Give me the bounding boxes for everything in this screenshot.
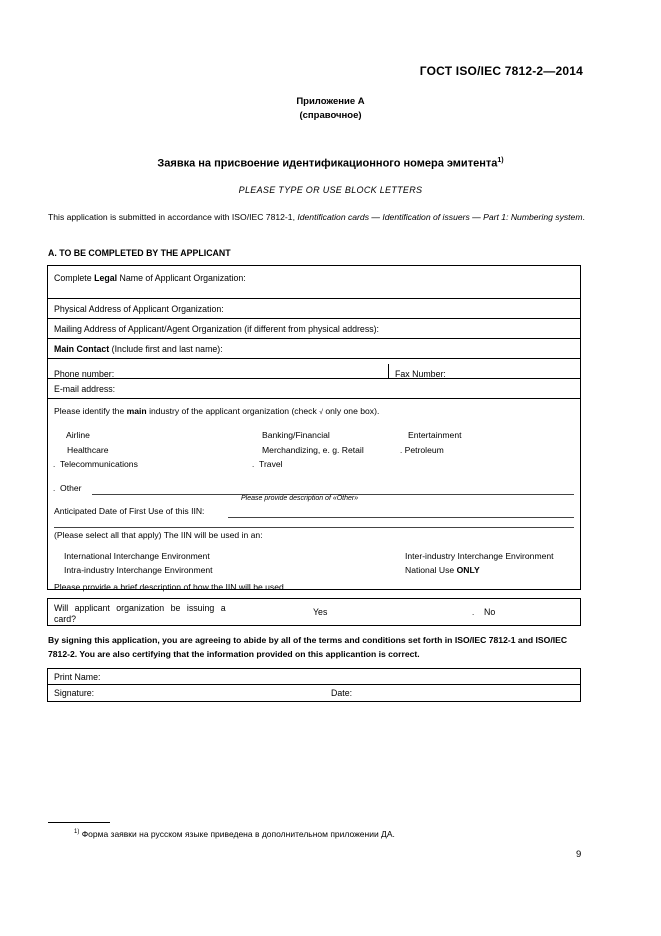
checkbox-icon: .: [472, 608, 475, 617]
fax-field[interactable]: [389, 364, 446, 378]
main-contact-label-post: (Include first and last name):: [109, 344, 223, 354]
option-entertainment[interactable]: [408, 430, 462, 440]
footnote-mark: 1): [74, 829, 80, 836]
env-national-label: National Use: [405, 565, 457, 575]
signature-block: [47, 668, 581, 702]
option-banking[interactable]: [262, 430, 330, 440]
applicant-form: [47, 265, 581, 590]
phone-label: Phone number:: [54, 369, 115, 379]
consent-statement: By signing this application, you are agreeing to abide by all of the terms and conditions set forth in ISO/IEC 7812-1 and ISO/IEC 7812-2. You are also certifying that the information provided on this applicantion is correct.: [48, 635, 568, 659]
type-instruction: PLEASE TYPE OR USE BLOCK LETTERS: [238, 185, 423, 195]
footnote-separator: [48, 822, 110, 823]
legal-name-field[interactable]: [48, 266, 580, 299]
option-merchandizing[interactable]: [262, 445, 364, 455]
print-name-field[interactable]: [48, 669, 580, 685]
option-airline-label: Airline: [66, 430, 90, 440]
env-inter-industry-label: Inter-industry Interchange Environment: [405, 551, 554, 561]
industry-section: [48, 399, 580, 592]
fax-label: Fax Number:: [395, 369, 446, 379]
title-footnote-mark: 1): [497, 157, 504, 164]
env-international[interactable]: [64, 551, 210, 561]
main-contact-label-bold: Main Contact: [54, 344, 110, 354]
issuing-question-line1: Will applicant organization be issuing a: [54, 603, 226, 613]
industry-prompt-post: industry of the applicant organization (check: [146, 406, 317, 416]
issuing-no-option[interactable]: [472, 607, 495, 617]
first-use-extra-line: [54, 527, 574, 528]
page-title: [0, 157, 661, 170]
issuing-yes-label: Yes: [313, 607, 328, 617]
industry-prompt: [54, 406, 379, 416]
annex-type: (справочное): [299, 110, 362, 121]
issuing-no-label: No: [484, 607, 496, 617]
option-petroleum[interactable]: [400, 445, 444, 455]
mailing-address-field[interactable]: [48, 319, 580, 339]
option-airline[interactable]: [66, 430, 90, 440]
section-a-heading: A. TO BE COMPLETED BY THE APPLICANT: [48, 248, 231, 258]
signature-field[interactable]: [54, 688, 94, 698]
footnote: [74, 829, 395, 839]
other-description-caption: Please provide description of «Other»: [241, 495, 359, 502]
option-other-label: Other: [60, 483, 82, 493]
issuing-card-row: [47, 598, 581, 626]
env-national[interactable]: [405, 565, 480, 575]
option-travel[interactable]: [252, 459, 283, 469]
page-number: 9: [576, 849, 582, 860]
legal-name-label-post: Name of Applicant Organization:: [117, 273, 246, 283]
option-travel-label: Travel: [259, 459, 283, 469]
legal-name-label-bold: Legal: [94, 273, 118, 283]
signature-date-row: [48, 685, 580, 701]
email-label: E-mail address:: [54, 384, 116, 394]
checkbox-icon: .: [400, 446, 403, 455]
industry-prompt-end: only one box).: [325, 406, 380, 416]
usage-description-label: Please provide a brief description of how the IIN will be used.: [54, 582, 287, 592]
intro-end: .: [582, 212, 585, 222]
title-text: Заявка на присвоение идентификационного номера эмитента: [157, 157, 498, 170]
option-healthcare-label: Healthcare: [67, 445, 109, 455]
option-entertainment-label: Entertainment: [408, 430, 462, 440]
date-field[interactable]: [331, 688, 352, 698]
industry-prompt-pre: Please identify the: [54, 406, 127, 416]
checkbox-icon: .: [53, 460, 56, 469]
intro-standard-title: Identification cards — Identification of issuers — Part 1: Numbering system: [297, 212, 583, 222]
legal-name-label-pre: Complete: [54, 273, 95, 283]
date-label: Date:: [331, 688, 353, 698]
option-petroleum-label: Petroleum: [404, 445, 444, 455]
option-healthcare[interactable]: [67, 445, 109, 455]
env-intra-industry[interactable]: [64, 565, 213, 575]
industry-prompt-bold: main: [126, 406, 147, 416]
phone-field[interactable]: [48, 364, 389, 378]
issuing-question: [54, 603, 226, 625]
environment-prompt: (Please select all that apply) The IIN will be used in an:: [54, 530, 263, 540]
physical-address-field[interactable]: [48, 299, 580, 319]
first-use-label: Anticipated Date of First Use of this IIN:: [54, 506, 205, 516]
print-name-label: Print Name:: [54, 672, 101, 682]
checkbox-icon: .: [53, 484, 56, 493]
signature-label: Signature:: [54, 688, 95, 698]
mailing-address-label: Mailing Address of Applicant/Agent Organization (if different from physical address):: [54, 324, 379, 334]
env-international-label: International Interchange Environment: [64, 551, 210, 561]
issuing-yes-option[interactable]: [313, 607, 327, 617]
footnote-text: Форма заявки на русском языке приведена в дополнительном приложении ДА.: [79, 829, 395, 839]
checkbox-icon: .: [252, 460, 255, 469]
annex-heading: [0, 95, 661, 123]
standard-designation: ГОСТ ISO/IEC 7812-2—2014: [419, 64, 583, 78]
main-contact-field[interactable]: [48, 339, 580, 359]
issuing-question-line2: card?: [54, 614, 77, 624]
intro-text: This application is submitted in accordance with ISO/IEC 7812-1,: [48, 212, 298, 222]
option-merchandizing-label: Merchandizing, e. g. Retail: [262, 445, 364, 455]
option-telecom[interactable]: [53, 459, 138, 469]
first-use-date-line[interactable]: [228, 517, 574, 518]
intro-paragraph: [48, 211, 588, 223]
env-national-bold: ONLY: [456, 565, 480, 575]
phone-fax-row: [48, 359, 580, 379]
email-field[interactable]: [48, 379, 580, 399]
option-banking-label: Banking/Financial: [262, 430, 330, 440]
annex-label: Приложение А: [296, 96, 365, 107]
env-intra-industry-label: Intra-industry Interchange Environment: [64, 565, 213, 575]
option-other[interactable]: [53, 483, 82, 493]
physical-address-label: Physical Address of Applicant Organization:: [54, 304, 224, 314]
option-telecom-label: Telecommunications: [60, 459, 138, 469]
env-inter-industry[interactable]: [405, 551, 554, 561]
checkmark-icon: √: [319, 409, 323, 416]
